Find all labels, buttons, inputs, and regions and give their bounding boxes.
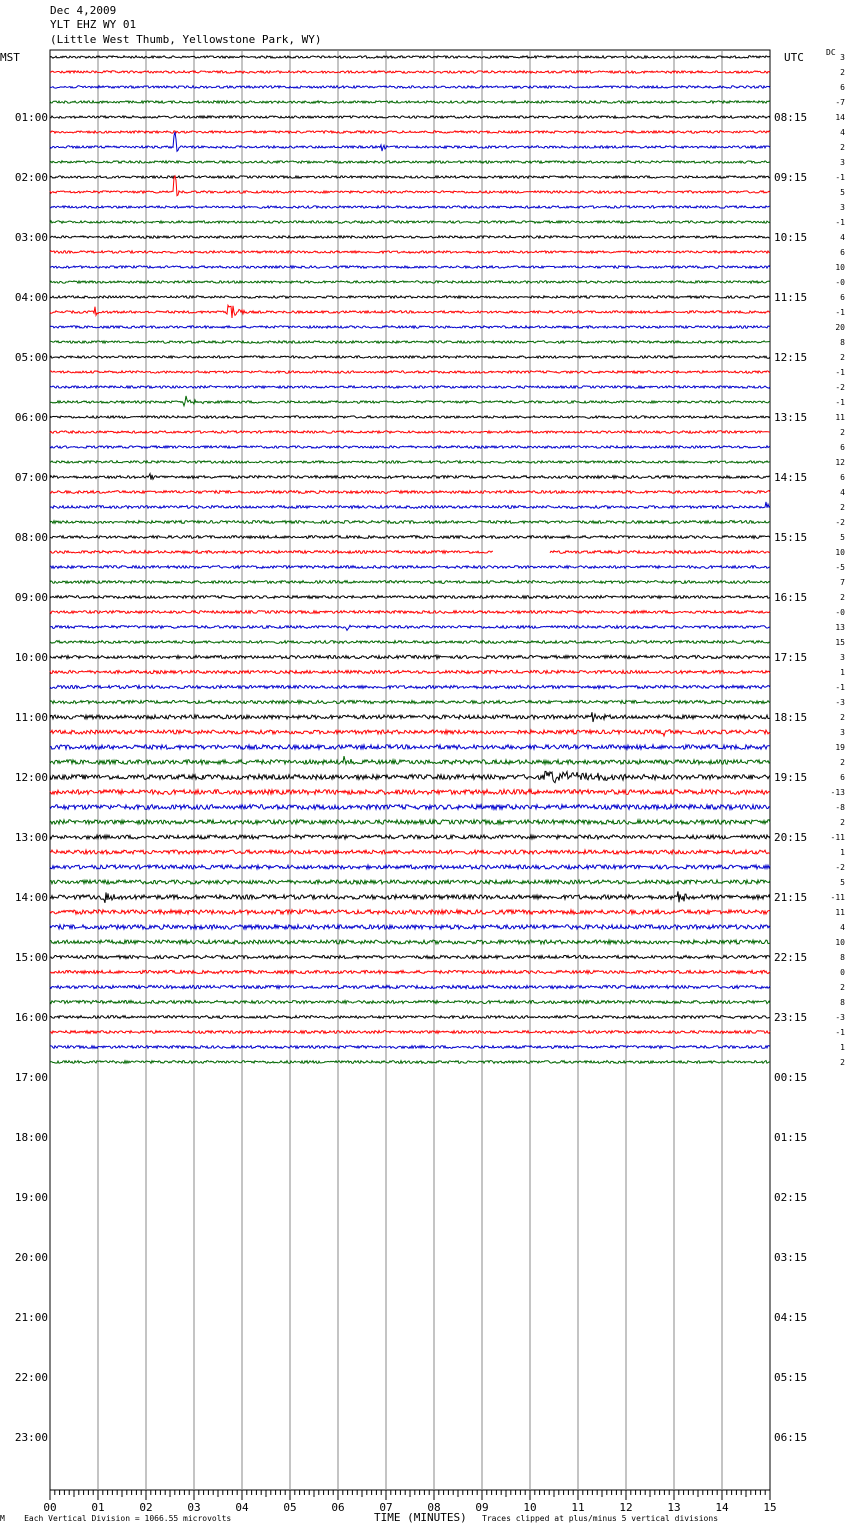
dc-offset-value: 1 bbox=[840, 1043, 845, 1052]
dc-offset-value: -2 bbox=[835, 863, 845, 872]
mst-hour-label: 10:00 bbox=[14, 651, 48, 664]
utc-hour-label: 21:15 bbox=[774, 891, 808, 904]
utc-hour-label: 10:15 bbox=[774, 231, 808, 244]
dc-offset-value: 3 bbox=[840, 203, 845, 212]
x-tick-label: 06 bbox=[331, 1501, 345, 1514]
dc-offset-value: -11 bbox=[830, 833, 845, 842]
dc-offset-value: -7 bbox=[835, 98, 845, 107]
dc-offset-value: 4 bbox=[840, 128, 845, 137]
mst-hour-label: 14:00 bbox=[14, 891, 48, 904]
dc-offset-value: -3 bbox=[835, 698, 845, 707]
seismic-trace bbox=[50, 161, 770, 163]
left-timezone-label: MST bbox=[0, 51, 20, 64]
seismic-trace bbox=[50, 551, 770, 554]
dc-offset-value: 2 bbox=[840, 593, 845, 602]
dc-offset-value: 19 bbox=[835, 743, 845, 752]
mst-hour-label: 12:00 bbox=[14, 771, 48, 784]
dc-offset-value: 1 bbox=[840, 848, 845, 857]
mst-hour-label: 16:00 bbox=[14, 1011, 48, 1024]
dc-offset-value: 1 bbox=[840, 668, 845, 677]
footer-clip-note: Traces clipped at plus/minus 5 vertical divisions bbox=[482, 1514, 719, 1523]
seismic-trace bbox=[50, 131, 770, 133]
seismic-trace bbox=[50, 446, 770, 448]
seismic-trace bbox=[50, 206, 770, 208]
seismic-trace bbox=[50, 491, 770, 494]
dc-offset-value: 12 bbox=[835, 458, 845, 467]
dc-offset-value: 6 bbox=[840, 83, 845, 92]
seismic-trace bbox=[50, 880, 770, 884]
dc-offset-value: 2 bbox=[840, 68, 845, 77]
seismic-trace bbox=[50, 756, 770, 764]
seismic-trace bbox=[50, 700, 770, 703]
dc-offset-value: -2 bbox=[835, 383, 845, 392]
mst-hour-label: 04:00 bbox=[14, 291, 48, 304]
mst-hour-label: 01:00 bbox=[14, 111, 48, 124]
seismic-trace bbox=[50, 820, 770, 824]
mst-hour-label: 13:00 bbox=[14, 831, 48, 844]
dc-offset-value: 13 bbox=[835, 623, 845, 632]
dc-offset-value: 6 bbox=[840, 473, 845, 482]
mst-hour-label: 22:00 bbox=[14, 1371, 48, 1384]
seismic-trace bbox=[50, 281, 770, 283]
dc-offset-value: 2 bbox=[840, 983, 845, 992]
x-tick-label: 07 bbox=[379, 1501, 393, 1514]
x-axis-label: TIME (MINUTES) bbox=[374, 1511, 467, 1524]
mst-hour-label: 23:00 bbox=[14, 1431, 48, 1444]
dc-offset-value: -5 bbox=[835, 563, 845, 572]
dc-offset-value: 10 bbox=[835, 548, 845, 557]
seismic-trace bbox=[50, 116, 770, 118]
dc-offset-value: 4 bbox=[840, 488, 845, 497]
x-tick-label: 02 bbox=[139, 1501, 153, 1514]
utc-hour-label: 18:15 bbox=[774, 711, 808, 724]
dc-offset-value: 2 bbox=[840, 353, 845, 362]
dc-offset-value: 2 bbox=[840, 503, 845, 512]
seismic-trace bbox=[50, 1061, 770, 1064]
dc-offset-value: -1 bbox=[835, 173, 845, 182]
mst-hour-label: 08:00 bbox=[14, 531, 48, 544]
utc-hour-label: 01:15 bbox=[774, 1131, 808, 1144]
x-tick-label: 08 bbox=[427, 1501, 441, 1514]
utc-hour-label: 14:15 bbox=[774, 471, 808, 484]
seismic-trace bbox=[50, 461, 770, 463]
utc-hour-label: 15:15 bbox=[774, 531, 808, 544]
dc-offset-value: -1 bbox=[835, 218, 845, 227]
mst-hour-label: 17:00 bbox=[14, 1071, 48, 1084]
mst-hour-label: 03:00 bbox=[14, 231, 48, 244]
utc-hour-label: 08:15 bbox=[774, 111, 808, 124]
seismic-trace bbox=[50, 985, 770, 988]
x-tick-label: 03 bbox=[187, 1501, 201, 1514]
dc-offset-value: 3 bbox=[840, 653, 845, 662]
footer-scale-note bbox=[0, 1514, 231, 1523]
utc-hour-label: 12:15 bbox=[774, 351, 808, 364]
mst-hour-label: 05:00 bbox=[14, 351, 48, 364]
seismic-trace bbox=[50, 396, 770, 406]
utc-hour-label: 00:15 bbox=[774, 1071, 808, 1084]
dc-offset-value: 6 bbox=[840, 293, 845, 302]
dc-offset-value: 0 bbox=[840, 968, 845, 977]
mst-hour-label: 20:00 bbox=[14, 1251, 48, 1264]
seismic-trace bbox=[50, 790, 770, 795]
seismic-trace bbox=[50, 1000, 770, 1003]
mst-hour-label: 15:00 bbox=[14, 951, 48, 964]
utc-hour-label: 03:15 bbox=[774, 1251, 808, 1264]
dc-offset-value: 5 bbox=[840, 188, 845, 197]
seismic-trace bbox=[50, 581, 770, 584]
seismic-trace bbox=[50, 891, 770, 902]
utc-hour-label: 23:15 bbox=[774, 1011, 808, 1024]
seismic-trace bbox=[50, 341, 770, 343]
mst-hour-label: 09:00 bbox=[14, 591, 48, 604]
footer-mark: M bbox=[0, 1514, 5, 1523]
seismic-trace bbox=[50, 685, 770, 688]
seismic-trace bbox=[50, 625, 770, 630]
dc-offset-value: -1 bbox=[835, 683, 845, 692]
mst-hour-label: 02:00 bbox=[14, 171, 48, 184]
utc-hour-label: 20:15 bbox=[774, 831, 808, 844]
x-tick-label: 09 bbox=[475, 1501, 489, 1514]
seismic-trace bbox=[50, 670, 770, 673]
dc-offset-header: DC bbox=[826, 48, 836, 57]
seismic-trace bbox=[50, 474, 770, 480]
mst-hour-label: 21:00 bbox=[14, 1311, 48, 1324]
mst-hour-label: 07:00 bbox=[14, 471, 48, 484]
seismic-trace bbox=[50, 611, 770, 614]
seismic-trace bbox=[50, 176, 770, 196]
dc-offset-value: 10 bbox=[835, 263, 845, 272]
seismic-trace bbox=[50, 251, 770, 253]
seismic-trace bbox=[50, 910, 770, 914]
dc-offset-value: 6 bbox=[840, 773, 845, 782]
dc-offset-value: 20 bbox=[835, 323, 845, 332]
seismic-trace bbox=[50, 641, 770, 644]
x-tick-label: 14 bbox=[715, 1501, 729, 1514]
seismic-trace bbox=[50, 730, 770, 736]
mst-hour-label: 11:00 bbox=[14, 711, 48, 724]
dc-offset-value: 15 bbox=[835, 638, 845, 647]
seismic-trace bbox=[50, 712, 770, 722]
dc-offset-value: 10 bbox=[835, 938, 845, 947]
seismic-trace bbox=[50, 655, 770, 659]
dc-offset-value: 2 bbox=[840, 713, 845, 722]
dc-offset-value: 7 bbox=[840, 578, 845, 587]
dc-offset-value: 11 bbox=[835, 413, 845, 422]
utc-hour-label: 09:15 bbox=[774, 171, 808, 184]
utc-hour-label: 16:15 bbox=[774, 591, 808, 604]
utc-hour-label: 02:15 bbox=[774, 1191, 808, 1204]
seismic-trace bbox=[50, 566, 770, 569]
seismic-trace bbox=[50, 236, 770, 238]
mst-hour-label: 19:00 bbox=[14, 1191, 48, 1204]
x-tick-label: 15 bbox=[763, 1501, 777, 1514]
seismic-trace bbox=[50, 356, 770, 358]
seismic-trace bbox=[50, 371, 770, 373]
dc-offset-value: -1 bbox=[835, 308, 845, 317]
dc-offset-value: 2 bbox=[840, 428, 845, 437]
right-timezone-label: UTC bbox=[784, 51, 804, 64]
utc-hour-label: 19:15 bbox=[774, 771, 808, 784]
seismic-trace bbox=[50, 1046, 770, 1049]
dc-offset-value: 6 bbox=[840, 443, 845, 452]
seismic-trace bbox=[50, 296, 770, 298]
utc-hour-label: 13:15 bbox=[774, 411, 808, 424]
mst-hour-label: 18:00 bbox=[14, 1131, 48, 1144]
seismic-trace bbox=[50, 865, 770, 869]
dc-offset-value: -3 bbox=[835, 1013, 845, 1022]
dc-offset-value: -1 bbox=[835, 368, 845, 377]
seismic-trace bbox=[50, 835, 770, 839]
seismic-trace bbox=[50, 221, 770, 223]
seismic-trace bbox=[50, 101, 770, 103]
seismic-trace bbox=[50, 521, 770, 524]
dc-offset-value: -0 bbox=[835, 278, 845, 287]
utc-hour-label: 22:15 bbox=[774, 951, 808, 964]
dc-offset-value: 5 bbox=[840, 878, 845, 887]
dc-offset-value: 8 bbox=[840, 998, 845, 1007]
seismic-trace bbox=[50, 176, 770, 178]
footer-scale-text: Each Vertical Division = 1066.55 microvolts bbox=[24, 1514, 232, 1523]
seismic-trace bbox=[50, 596, 770, 599]
seismic-trace bbox=[50, 771, 770, 782]
seismic-trace bbox=[50, 326, 770, 328]
seismic-trace bbox=[50, 431, 770, 433]
utc-hour-label: 17:15 bbox=[774, 651, 808, 664]
dc-offset-value: 4 bbox=[840, 233, 845, 242]
seismic-trace bbox=[50, 536, 770, 539]
x-tick-label: 04 bbox=[235, 1501, 249, 1514]
plot-date: Dec 4,2009 bbox=[50, 4, 117, 17]
dc-offset-value: 3 bbox=[840, 53, 845, 62]
seismic-trace bbox=[50, 970, 770, 973]
seismic-trace bbox=[50, 416, 770, 418]
dc-offset-value: 8 bbox=[840, 338, 845, 347]
dc-offset-value: -11 bbox=[830, 893, 845, 902]
utc-hour-label: 05:15 bbox=[774, 1371, 808, 1384]
dc-offset-value: 2 bbox=[840, 818, 845, 827]
dc-offset-value: 6 bbox=[840, 248, 845, 257]
dc-offset-value: -8 bbox=[835, 803, 845, 812]
dc-offset-value: 2 bbox=[840, 1058, 845, 1067]
dc-offset-value: -2 bbox=[835, 518, 845, 527]
utc-hour-label: 04:15 bbox=[774, 1311, 808, 1324]
dc-offset-value: 3 bbox=[840, 728, 845, 737]
seismic-trace bbox=[50, 71, 770, 73]
dc-offset-value: 3 bbox=[840, 158, 845, 167]
dc-offset-value: -13 bbox=[830, 788, 845, 797]
seismic-trace bbox=[50, 955, 770, 958]
seismic-trace bbox=[50, 305, 770, 318]
dc-offset-value: -1 bbox=[835, 1028, 845, 1037]
dc-offset-value: 4 bbox=[840, 923, 845, 932]
dc-offset-value: 2 bbox=[840, 143, 845, 152]
seismic-trace bbox=[50, 502, 770, 509]
x-tick-label: 12 bbox=[619, 1501, 633, 1514]
seismic-trace bbox=[50, 940, 770, 944]
dc-offset-value: 2 bbox=[840, 758, 845, 767]
mst-hour-label: 06:00 bbox=[14, 411, 48, 424]
seismic-trace bbox=[50, 266, 770, 268]
x-tick-label: 11 bbox=[571, 1501, 585, 1514]
dc-offset-value: 14 bbox=[835, 113, 845, 122]
seismic-trace bbox=[50, 1016, 770, 1019]
station-code: YLT EHZ WY 01 bbox=[50, 18, 137, 31]
seismic-trace bbox=[50, 132, 770, 151]
dc-offset-value: 8 bbox=[840, 953, 845, 962]
x-tick-label: 10 bbox=[523, 1501, 537, 1514]
seismic-trace bbox=[50, 386, 770, 388]
seismic-trace bbox=[50, 850, 770, 854]
x-tick-label: 13 bbox=[667, 1501, 681, 1514]
x-tick-label: 00 bbox=[43, 1501, 57, 1514]
seismic-trace bbox=[50, 1031, 770, 1034]
seismic-trace bbox=[50, 745, 770, 749]
dc-offset-value: 11 bbox=[835, 908, 845, 917]
x-tick-label: 01 bbox=[91, 1501, 105, 1514]
seismic-trace bbox=[50, 924, 770, 929]
utc-hour-label: 06:15 bbox=[774, 1431, 808, 1444]
x-tick-label: 05 bbox=[283, 1501, 297, 1514]
seismic-trace bbox=[50, 805, 770, 810]
dc-offset-value: 5 bbox=[840, 533, 845, 542]
seismic-trace bbox=[50, 56, 770, 58]
seismic-trace bbox=[50, 86, 770, 88]
utc-hour-label: 11:15 bbox=[774, 291, 808, 304]
dc-offset-value: -0 bbox=[835, 608, 845, 617]
dc-offset-value: -1 bbox=[835, 398, 845, 407]
station-location: (Little West Thumb, Yellowstone Park, WY) bbox=[50, 33, 322, 46]
